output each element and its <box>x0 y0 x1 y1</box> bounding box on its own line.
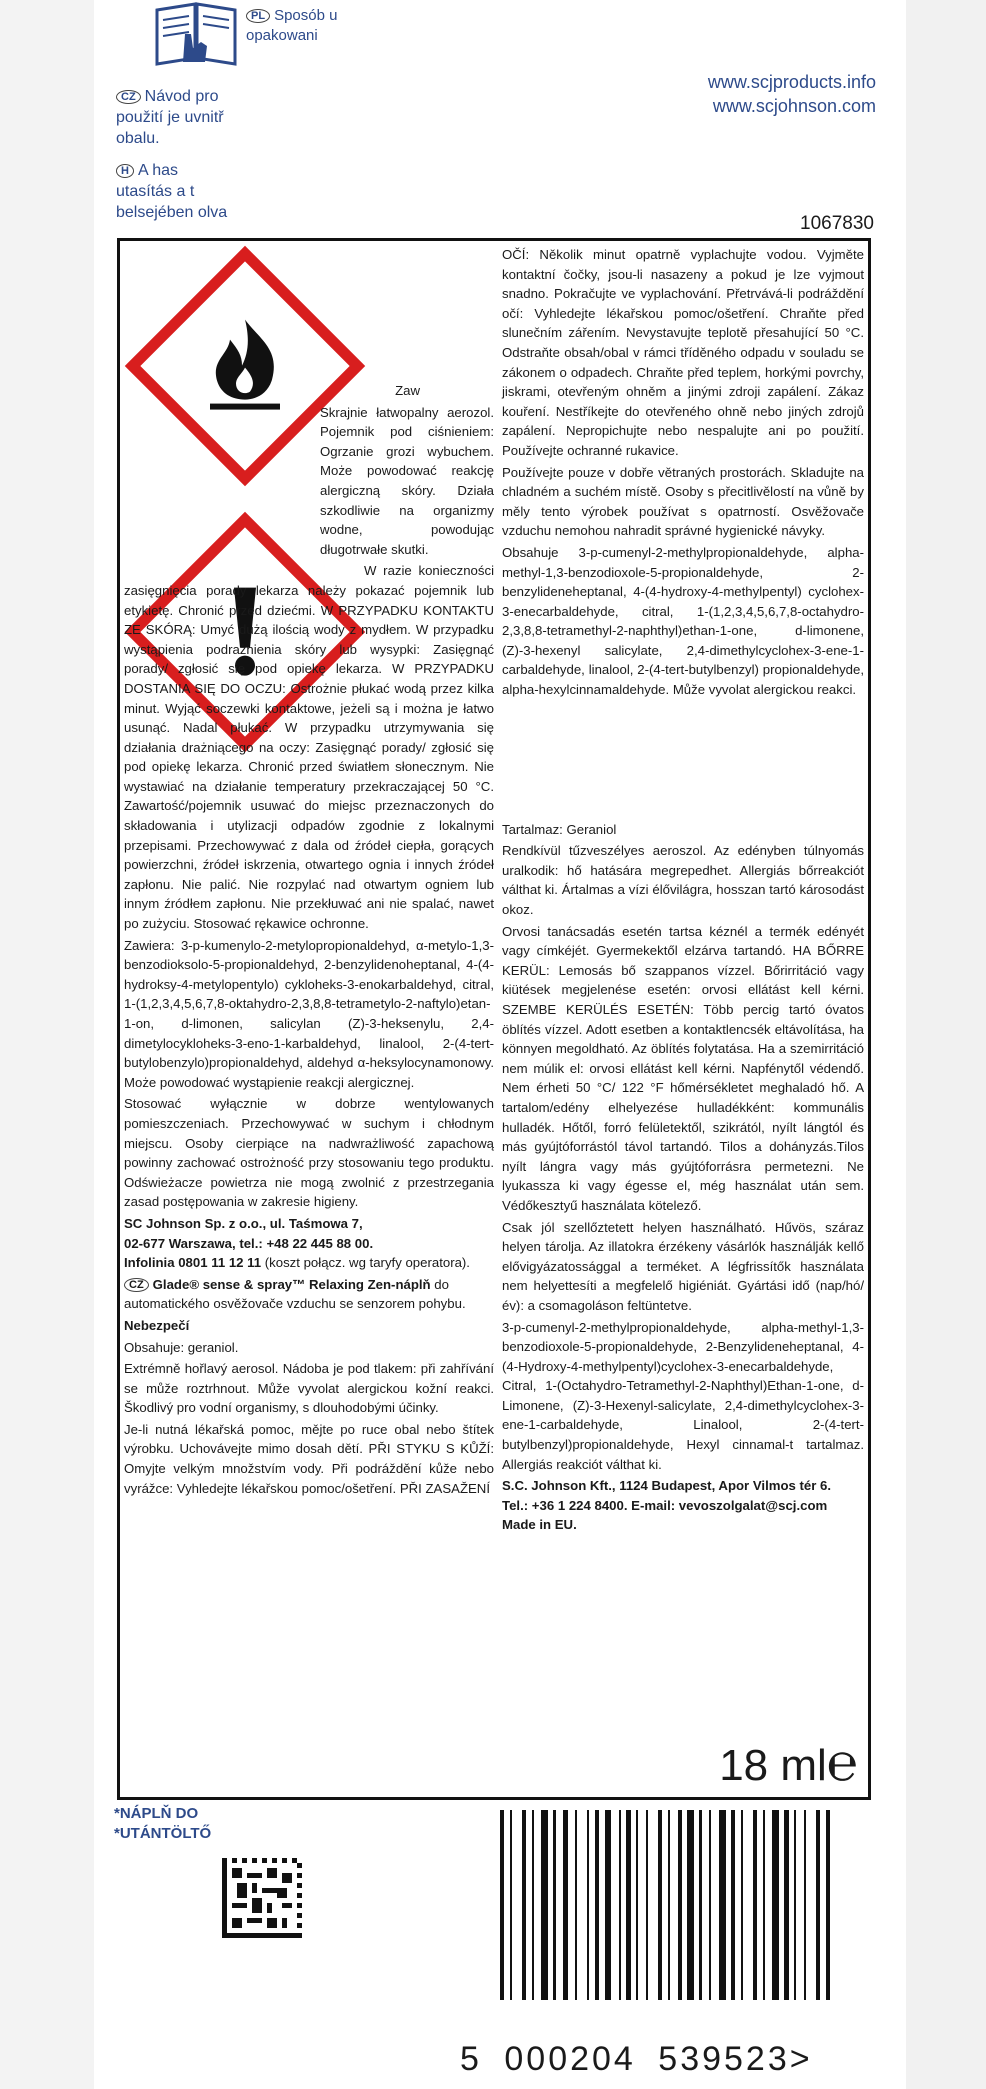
pl-note: PL Sposób u opakowani <box>246 7 338 44</box>
volume-value: 18 ml <box>719 1741 827 1790</box>
barcode-bar <box>804 1810 806 2000</box>
cz-storage: Používejte pouze v dobře větraných prostorách. Skladujte na chladném a suchém místě. Osoby s přecitlivělostí na vůně by měly tento výrobek používat s opatrností. Osvěžovače vzduchu nemohou nahradit správné hygienické návyky. <box>502 464 864 539</box>
pl-precautions: W razie konieczności zasięgnięcia porady lekarza należy pokazać pojemnik lub etykietę. Chronić przed dziećmi. W PRZYPADKU KONTAKTU ZE SKÓRĄ: Umyć dużą ilością wody z mydłem. W przypadku wystąpienia podrażnienia skóry lub wysypki: Zasięgnąć porady/ zgłosić się pod opiekę lekarza. W PRZYPADKU DOSTANIA SIĘ DO OCZU: Ostrożnie płukać wodą przez kilka minut. Wyjąć soczewki kontaktowe, jeżeli są i można je łatwo usunąć. Nadal płukać. W przypadku utrzymywania się działania drażniącego na oczy: Zasięgnąć porady/ zgłosić się pod opiekę lekarza. Chronić przed światłem słonecznym. Nie wystawiać na działanie temperatury przekraczającej 50 °C. Zawartość/pojemnik usuwać do miejsc przeznaczonych do składowania i utylizacji odpadów zgodnie z lokalnymi przepisami. Przechowywać z dala od źródeł ciepła, gorących powierzchni, źródeł iskrzenia, otwartego ognia i innych źródeł zapłonu. Nie palić. Nie rozpylać nad otwartym ogniem lub innym źródłem zapłonu. Nie przekłuwać ani nie spalać, nawet po zużyciu. Stosować rękawice ochronne. <box>124 563 494 932</box>
barcode-bar <box>532 1810 534 2000</box>
cz-contains: Obsahuje: geraniol. <box>124 1339 239 1355</box>
cz-note: CZ Návod pro použití je uvnitř obalu. <box>116 88 224 147</box>
barcode-bar <box>784 1810 788 2000</box>
net-volume <box>719 1734 858 1792</box>
barcode-bar <box>794 1810 796 2000</box>
barcode-bar <box>595 1810 599 2000</box>
cz-ingredients: Obsahuje 3-p-cumenyl-2-methylpropionaldehyde, alpha-methyl-1,3-benzodioxole-5-propionaldehyde, 2-benzylideneheptanal, 4-(4-hydroxy-4-methylpentyl) cyclohex-3-enecarbaldehyde, citral, 1-(1,2,3,4,5,6,7,8-octahydro-2,3,8,8-tetramethyl-2-naphthyl)ethan-1-one, d-limonene, (Z)-3-hexenyl salicylate, 2,4-dimethylcyclohex-3-ene-1-carbaldehyde, linalool, 2-(4-tert-butylbenzyl) propionaldehyde, alpha-hexylcinnamaldehyde. Může vyvolat alergickou reakci. <box>502 544 864 698</box>
estimated-sign-icon: ℮ <box>826 1734 858 1792</box>
left-edge <box>0 0 94 2089</box>
pl-hazards: Skrajnie łatwopalny aerozol. Pojemnik pod ciśnieniem: Ogrzanie grozi wybuchem. Może powodować reakcję alergiczną skóry. Działa szkodliwie na organizmy wodne, powodując długotrwałe skutki. <box>320 404 494 557</box>
cz-danger-word: Nebezpečí <box>124 1317 190 1333</box>
barcode-digits: 5 000204 539523> <box>460 2040 813 2078</box>
barcode-bar <box>678 1810 682 2000</box>
pl-storage: Stosować wyłącznie w dobrze wentylowanych pomieszczeniach. Przechowywać w suchym i chłodnym miejscu. Osoby cierpiące na nadwrażliwość zapachową powinny zachować ostrożność przy stosowaniu tego produktu. Odświeżacze powietrza nie mogą zwolnić z przestrzegania zasad postępowania w zakresie higieny. <box>124 1096 494 1210</box>
hu-contains: Tartalmaz: Geraniol <box>502 821 617 837</box>
product-code: 1067830 <box>800 213 874 234</box>
barcode-bar <box>699 1810 701 2000</box>
refill-hu: *UTÁNTÖLTŐ <box>114 1825 212 1842</box>
hu-precautions: Orvosi tanácsadás esetén tartsa kéznél a termék edényét vagy címkéjét. Gyermekektől elzárva tartandó. HA BŐRRE KERÜL: Lemosás bő szappanos vízzel. Bőrirritáció vagy kiütések megjelenése esetén: orvosi ellátást kell kérni. SZEMBE KERÜLÉS ESETÉN: Több percig tartó óvatos öblítés vízzel. Adott esetben a kontaktlencsék eltávolítása, ha könnyen megoldható. Az öblítés folytatása. Ha a szemirritáció nem múlik el: orvosi ellátást kell kérni. Napfénytől védendő. Nem érheti 50 °C/ 122 °F hőmérsékletet meghaladó hő. A tartalom/edény elhelyezése hulladékként: kommunális hulladék. Hőtől, forró felületektől, szikrától, nyílt lángtól és más gyújtóforrástól távol tartandó. Tilos a dohányzás.Tilos nyílt lángra vagy más gyújtóforrásra permetezni. Ne lyukassza ki vagy égesse el, még használat után sem. Védőkesztyű használata kötelező. <box>502 923 864 1213</box>
cz-eye-care: OČÍ: Několik minut opatrně vyplachujte vodou. Vyjměte kontaktní čočky, jsou-li nasazeny a pokud je lze vyjmout snadno. Pokračujte ve vyplachování. Přetrvává-li podráždění očí: Vyhledejte lékařskou pomoc/ošetření. Chraňte před slunečním zářením. Nevystavujte teplotě přesahující 50 °C. Odstraňte obsah/obal v rámci tříděného odpadu v souladu se zákonem o odpadech. Chraňte před teplem, horkými povrchy, jiskrami, otevřeným ohněm a jinými zdroji zapálení. Zákaz kouření. Nestříkejte do otevřeného ohně nebo jiných zdrojů zapálení. Nepropichujte nebo nespalujte ani po použití. Používejte ochranné rukavice. <box>502 247 864 458</box>
right-column <box>502 245 864 1537</box>
label-panel <box>117 238 871 1800</box>
barcode-bar <box>626 1810 630 2000</box>
barcode-bar <box>563 1810 567 2000</box>
barcode-bar <box>668 1810 670 2000</box>
barcode-bar <box>646 1810 648 2000</box>
pl-ingredients: Zawiera: 3-p-kumenylo-2-metylopropionaldehyd, α-metylo-1,3-benzodioksolo-5-propionaldehyd, 2-benzylidenoheptanal, 4-(4-hydroksy-4-metylopentylo) cykloheks-3-enokarbaldehyd, citral, 1-(1,2,3,4,5,6,7,8-oktahydro-2,3,8,8-tetrametylo-2-naftylo)etan-1-on, d-limonen, salicylan (Z)-3-heksenylu, 2,4-dimetylocykloheks-3-eno-1-karbaldehyd, linalool, 2-(4-tert-butylobenzylo)propionaldehyd, aldehyd α-heksylocynamonowy. Może powodować wystąpienie reakcji alergicznej. <box>124 937 494 1090</box>
hu-storage: Csak jól szellőztetett helyen használható. Hűvös, száraz helyen tárolja. Az illatokra érzékeny vásárlók használják kellő elővigyázatossággal a terméket. A légfrissítők használata nem helyettesíti a megfelelő higiéniát. Gyártási idő (nap/hó/év): a csomagoláson feltüntetve. <box>502 1219 864 1313</box>
pl-danger-word: Zaw <box>395 383 420 398</box>
barcode-bars <box>500 1810 854 2000</box>
barcode-bar <box>605 1810 612 2000</box>
refill-cz: *NÁPLŇ DO <box>114 1805 199 1822</box>
cz-badge: CZ <box>116 90 141 104</box>
barcode-bar <box>826 1810 830 2000</box>
book-hand-icon <box>155 2 237 66</box>
right-edge <box>906 0 986 2089</box>
cz-precautions: Je-li nutná lékařská pomoc, mějte po ruce obal nebo štítek výrobku. Uchovávejte mimo dosah dětí. PŘI STYKU S KŮŽÍ: Omyjte velkým množstvím vody. Při podráždění kůže nebo vyrážce: Vyhledejte lékařskou pomoc/ošetření. PŘI ZASAŽENÍ <box>124 1421 494 1496</box>
barcode-bar <box>753 1810 757 2000</box>
websites <box>708 70 876 118</box>
barcode-bar <box>541 1810 548 2000</box>
barcode-bar <box>687 1810 694 2000</box>
barcode-bar <box>510 1810 512 2000</box>
hu-hazards: Rendkívül tűzveszélyes aeroszol. Az edényben túlnyomás uralkodik: hő hatására megrepedhet. Allergiás bőrreakciót válthat ki. Ártalmas a vízi élővilágra, hosszan tartó károsodást okoz. <box>502 843 864 918</box>
barcode-bar <box>658 1810 662 2000</box>
barcode-bar <box>619 1810 621 2000</box>
barcode-bar <box>522 1810 526 2000</box>
barcode-bar <box>741 1810 743 2000</box>
barcode-bar <box>816 1810 820 2000</box>
ean-barcode <box>500 1810 854 2040</box>
url-scjohnson: www.scjohnson.com <box>712 96 876 116</box>
h-badge: H <box>116 164 134 178</box>
barcode-bar <box>772 1810 779 2000</box>
hu-ingredients: 3-p-cumenyl-2-methylpropionaldehyde, alpha-methyl-1,3-benzodioxole-5-propionaldehyde, 2-Benzylideneheptanal, 4-(4-Hydroxy-4-methylpentyl)cyclohex-3-enecarbaldehyde, Citral, 1-(Octahydro-Tetramethyl-2-Naphthyl)Ethan-1-one, d-Limonene, (Z)-3-Hexenyl-salicylate, 2,4-dimethylcyclohex-3-ene-1-carbaldehyde, Linalool, 2-(4-tert-butylbenzyl)propionaldehyde, Hexyl cinnamal-t tartalmaz. Allergiás reakciót válthat ki. <box>502 1319 864 1472</box>
left-column <box>124 381 494 1500</box>
hu-company: S.C. Johnson Kft., 1124 Budapest, Apor Vilmos tér 6. Tel.: +36 1 224 8400. E-mail: vevoszolgalat@scj.com Made in EU. <box>502 1478 832 1533</box>
barcode-bar <box>719 1810 726 2000</box>
cz-product-title: CZ Glade® sense & spray™ Relaxing Zen-náplň do automatického osvěžovače vzduchu se senzorem pohybu. <box>124 1276 466 1312</box>
barcode-bar <box>709 1810 711 2000</box>
leaflet-icon <box>155 2 237 66</box>
barcode-bar <box>575 1810 577 2000</box>
barcode-bar <box>763 1810 765 2000</box>
barcode-bar <box>731 1810 735 2000</box>
pl-badge: PL <box>246 9 270 23</box>
barcode-bar <box>500 1810 504 2000</box>
h-note: H A has utasítás a t belsejében olva <box>116 162 228 221</box>
cz-hazards: Extrémně hořlavý aerosol. Nádoba je pod tlakem: při zahřívání se může roztrhnout. Může vyvolat alergickou kožní reakci. Škodlivý pro vodní organismy, s dlouhodobými účinky. <box>124 1361 494 1416</box>
barcode-bar <box>553 1810 555 2000</box>
datamatrix-code <box>222 1858 302 1938</box>
url-scjproducts: www.scjproducts.info <box>707 72 876 92</box>
pl-company: SC Johnson Sp. z o.o., ul. Taśmowa 7, 02-677 Warszawa, tel.: +48 22 445 88 00. Infolinia 0801 11 12 11 (koszt połącz. wg taryfy operatora). <box>124 1215 470 1271</box>
refill-labels <box>114 1804 211 1844</box>
barcode-bar <box>636 1810 638 2000</box>
barcode-bar <box>587 1810 589 2000</box>
